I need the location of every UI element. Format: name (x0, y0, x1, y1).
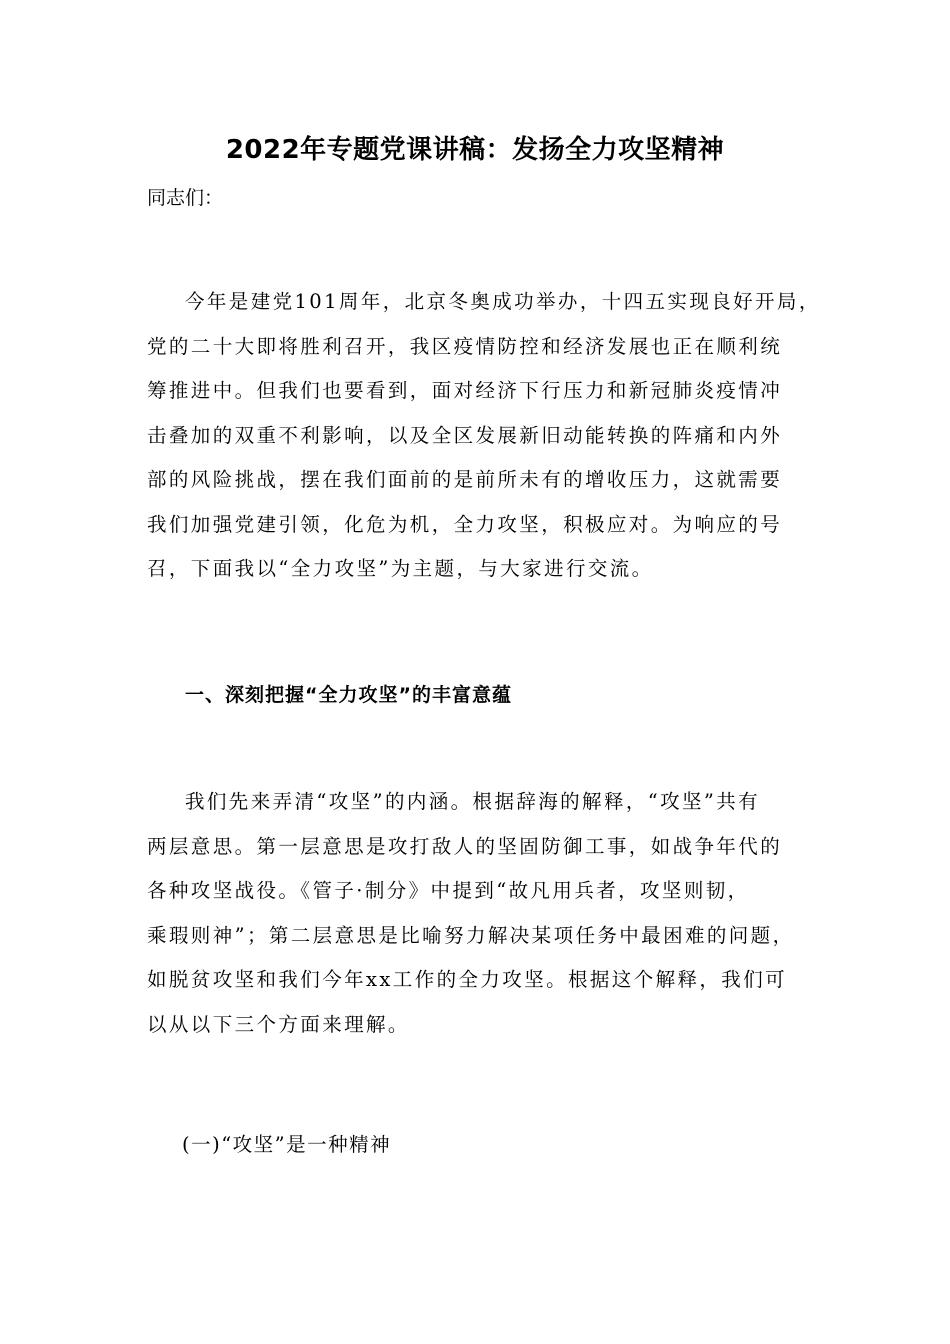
paragraph-line: 击叠加的双重不利影响，以及全区发展新旧动能转换的阵痛和内外 (147, 423, 783, 447)
paragraph-line: 以从以下三个方面来理解。 (147, 1012, 410, 1036)
paragraph-line: 我们先来弄清“攻坚”的内涵。根据辞海的解释，“攻坚”共有 (185, 790, 761, 813)
paragraph-line: 如脱贫攻坚和我们今年xx工作的全力攻坚。根据这个解释，我们可 (147, 968, 787, 991)
paragraph-intro (147, 280, 837, 592)
paragraph-line: 召，下面我以“全力攻坚”为主题，与大家进行交流。 (147, 557, 654, 580)
paragraph-line: 两层意思。第一层意思是攻打敌人的坚固防御工事，如战争年代的 (147, 834, 783, 858)
paragraph-line: 部的风险挑战，摆在我们面前的是前所未有的增收压力，这就需要 (147, 468, 783, 491)
paragraph-meaning (147, 780, 837, 1047)
paragraph-line: 我们加强党建引领，化危为机，全力攻坚，积极应对。为响应的号 (147, 512, 783, 536)
salutation: 同志们： (147, 187, 224, 209)
paragraph-line: 今年是建党101周年，北京冬奥成功举办，十四五实现良好开局， (185, 290, 821, 313)
paragraph-line: 党的二十大即将胜利召开，我区疫情防控和经济发展也正在顺利统 (147, 334, 783, 358)
paragraph-line: 乘瑕则神”；第二层意思是比喻努力解决某项任务中最困难的问题， (147, 923, 795, 947)
document-title: 2022年专题党课讲稿：发扬全力攻坚精神 (225, 135, 725, 165)
section-heading-1: 一、深刻把握“全力攻坚”的丰富意蕴 (185, 684, 512, 706)
paragraph-line: 筹推进中。但我们也要看到，面对经济下行压力和新冠肺炎疫情冲 (147, 379, 783, 402)
paragraph-line: 各种攻坚战役。《管子·制分》中提到“故凡用兵者，攻坚则韧， (147, 879, 750, 902)
subsection-heading-1: (一)“攻坚”是一种精神 (182, 1133, 392, 1156)
